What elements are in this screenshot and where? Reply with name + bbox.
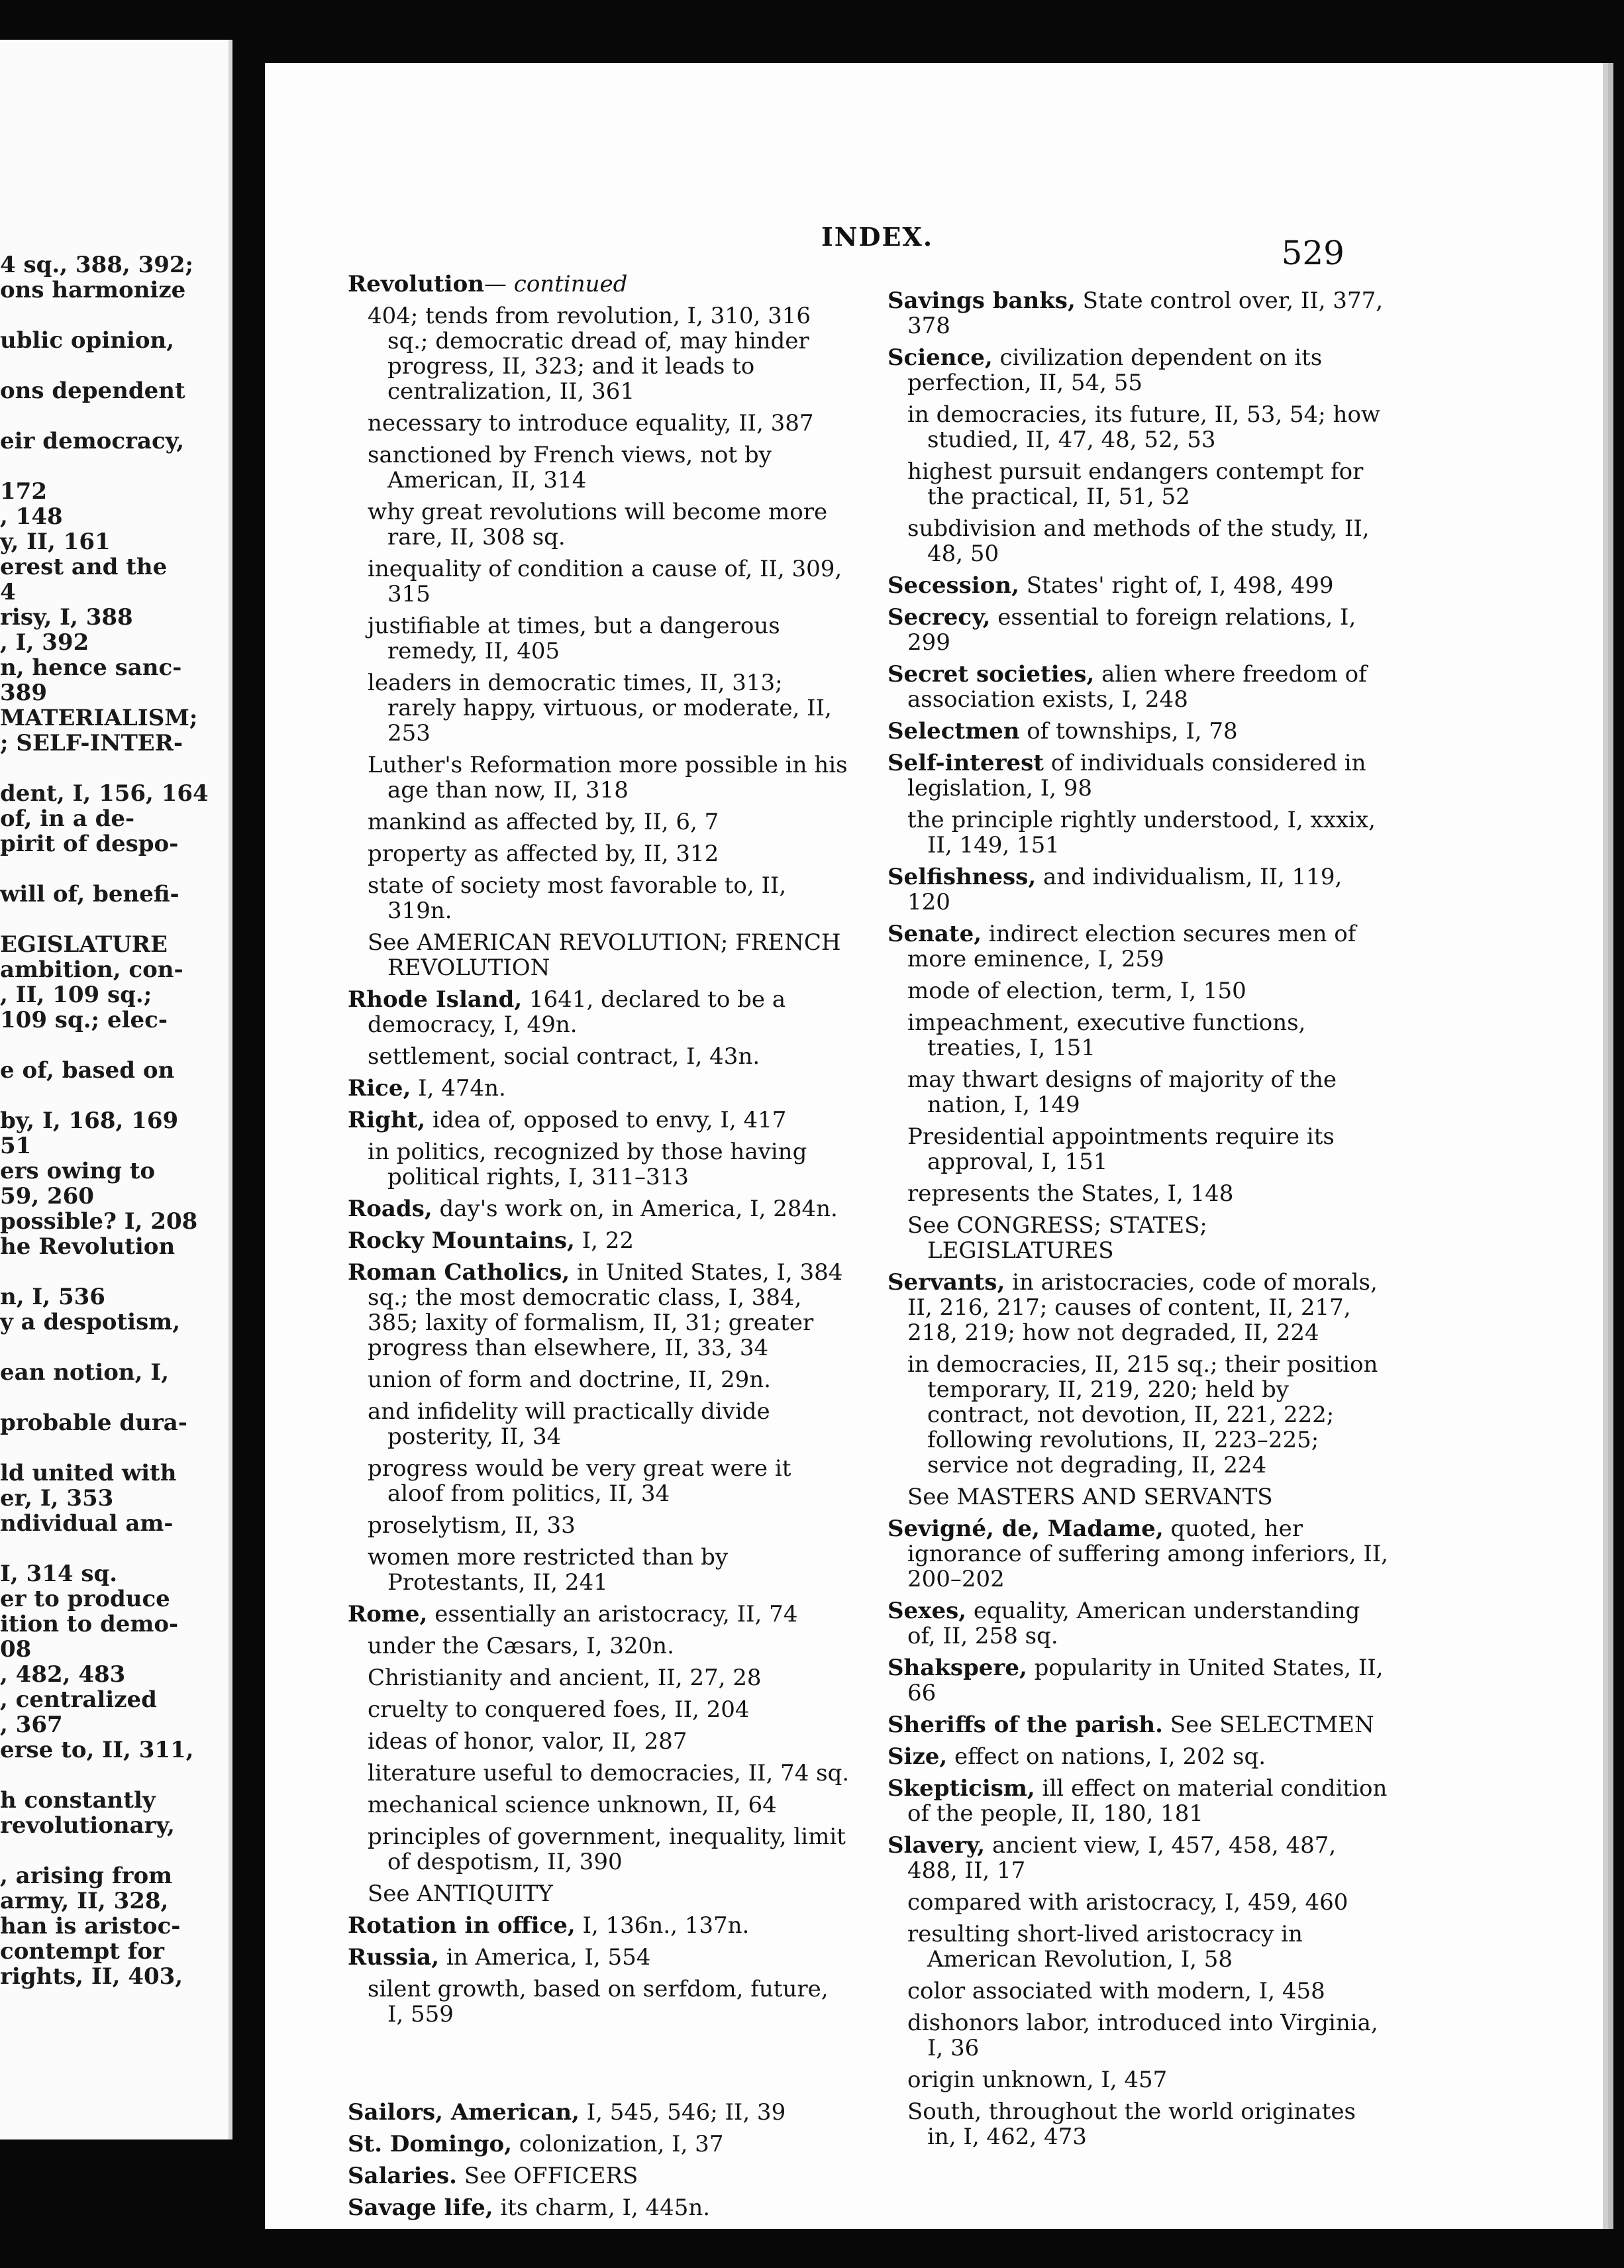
index-entry-text: Presidential appointments require its approval, I, 151 bbox=[907, 1123, 1335, 1175]
left-page-fragment-line: 59, 260 bbox=[0, 1183, 94, 1210]
left-page-fragment-line: , II, 109 sq.; bbox=[0, 982, 152, 1008]
index-entry-text: ancient view, I, 457, 458, 487, 488, II, 17 bbox=[907, 1832, 1337, 1884]
index-entry-text: I, 474n. bbox=[411, 1075, 506, 1102]
left-page-fragment-line: will of, benefi- bbox=[0, 881, 179, 907]
index-entry-head: Rotation in office, bbox=[348, 1912, 576, 1939]
left-page-fragment-line: n, I, 536 bbox=[0, 1284, 105, 1310]
index-entry bbox=[888, 1270, 1391, 1345]
index-subentry bbox=[348, 1761, 851, 1786]
index-entry-text: idea of, opposed to envy, I, 417 bbox=[425, 1107, 787, 1133]
index-entry-text: silent growth, based on serfdom, future, I, 559 bbox=[368, 1976, 829, 2028]
index-entry-text: See MASTERS AND SERVANTS bbox=[907, 1484, 1273, 1510]
index-entry-head: Salaries. bbox=[348, 2163, 457, 2189]
index-entry-head: Skepticism, bbox=[888, 1775, 1035, 1802]
index-entry-text: State control over, II, 377, 378 bbox=[907, 287, 1384, 339]
left-page-fragment-line: MATERIALISM; bbox=[0, 705, 198, 731]
index-entry-text: South, throughout the world originates in, I, 462, 473 bbox=[907, 2098, 1356, 2150]
index-entry-head: Sexes, bbox=[888, 1598, 967, 1624]
index-entry-text: color associated with modern, I, 458 bbox=[907, 1978, 1325, 2004]
index-entry-text: ill effect on material condition of the people, II, 180, 181 bbox=[907, 1775, 1388, 1827]
left-page-fragment-line: , I, 392 bbox=[0, 629, 89, 656]
left-page-fragment-line: 172 bbox=[0, 478, 47, 505]
left-page-fragment bbox=[0, 40, 232, 2139]
left-page-fragment-line: 51 bbox=[0, 1133, 32, 1159]
index-entry bbox=[348, 1913, 851, 1938]
index-entry-text: impeachment, executive functions, treaties, I, 151 bbox=[907, 1009, 1306, 1061]
index-entry bbox=[348, 1945, 851, 1970]
left-page-fragment-line: 4 bbox=[0, 579, 16, 605]
index-entry-text: proselytism, II, 33 bbox=[368, 1512, 576, 1539]
index-entry bbox=[888, 345, 1391, 395]
left-page-fragment-line: 389 bbox=[0, 680, 47, 706]
index-entry-text: resulting short-lived aristocracy in American Revolution, I, 58 bbox=[907, 1921, 1303, 1973]
index-subentry bbox=[348, 1824, 851, 1875]
index-entry-text: literature useful to democracies, II, 74 sq. bbox=[368, 1760, 850, 1786]
index-entry bbox=[888, 719, 1391, 744]
index-subentry bbox=[348, 1633, 851, 1659]
index-entry-text: colonization, I, 37 bbox=[512, 2131, 724, 2157]
left-page-fragment-line: n, hence sanc- bbox=[0, 654, 182, 681]
index-entry-text: in America, I, 554 bbox=[439, 1944, 651, 1971]
index-entry-text: I, 545, 546; II, 39 bbox=[579, 2099, 786, 2126]
index-subentry: why great revolutions will become more rare, II, 308 sq. bbox=[368, 499, 828, 550]
index-entry bbox=[888, 288, 1391, 338]
index-entry-text: See ANTIQUITY bbox=[368, 1881, 553, 1907]
index-entry-head: Shakspere, bbox=[888, 1655, 1027, 1681]
index-entry bbox=[888, 921, 1391, 972]
index-entry bbox=[888, 1516, 1391, 1592]
index-entry-text: 1641, declared to be a democracy, I, 49n. bbox=[368, 986, 786, 1038]
index-entry-text: alien where freedom of association exists, I, 248 bbox=[907, 661, 1367, 713]
left-page-fragment-line: , 482, 483 bbox=[0, 1661, 126, 1688]
index-entry-text: essentially an aristocracy, II, 74 bbox=[427, 1601, 798, 1627]
index-entry-text: effect on nations, I, 202 sq. bbox=[947, 1743, 1266, 1770]
index-subentry bbox=[888, 1181, 1391, 1206]
index-entry bbox=[888, 573, 1391, 598]
left-page-fragment-line: of, in a de- bbox=[0, 805, 135, 832]
index-entry-head: Selfishness, bbox=[888, 864, 1037, 890]
index-subentry bbox=[888, 1213, 1391, 1263]
index-entry-text: women more restricted than by Protestants, II, 241 bbox=[368, 1544, 729, 1596]
index-subentry bbox=[348, 1456, 851, 1506]
index-subentry: state of society most favorable to, II, 319n. bbox=[368, 872, 787, 924]
left-page-fragment-line: rights, II, 403, bbox=[0, 1963, 183, 1990]
index-entry-head: Roads, bbox=[348, 1196, 432, 1222]
index-entry bbox=[348, 2132, 851, 2157]
left-page-fragment-line: , 148 bbox=[0, 503, 63, 530]
index-entry-text: in aristocracies, code of morals, II, 216, 217; causes of content, II, 217, 218, 219; how not degraded, II, 224 bbox=[907, 1269, 1378, 1346]
left-page-fragment-line: , centralized bbox=[0, 1686, 157, 1713]
index-subentry bbox=[888, 459, 1391, 509]
index-subentry: sanctioned by French views, not by American, II, 314 bbox=[368, 442, 772, 493]
index-subentry bbox=[348, 1139, 851, 1190]
index-entry-head: Rhode Island, bbox=[348, 986, 523, 1013]
page-number: 529 bbox=[1281, 234, 1345, 272]
index-entry bbox=[348, 1228, 851, 1253]
index-entry-text: may thwart designs of majority of the nation, I, 149 bbox=[907, 1066, 1337, 1118]
index-entry-head: Slavery, bbox=[888, 1832, 986, 1859]
index-subentry: necessary to introduce equality, II, 387 bbox=[368, 410, 814, 437]
left-page-fragment-line: , arising from bbox=[0, 1863, 173, 1889]
index-entry-text: subdivision and methods of the study, II, 48, 50 bbox=[907, 515, 1370, 567]
left-page-fragment-line: possible? I, 208 bbox=[0, 1208, 198, 1235]
index-entry-text: of townships, I, 78 bbox=[1019, 718, 1238, 745]
index-entry bbox=[348, 1196, 851, 1221]
index-entry bbox=[348, 987, 851, 1037]
index-entry-text: popularity in United States, II, 66 bbox=[907, 1655, 1384, 1706]
index-entry-text: mechanical science unknown, II, 64 bbox=[368, 1792, 777, 1818]
index-subentry bbox=[888, 2010, 1391, 2061]
index-entry-head: Russia, bbox=[348, 1944, 440, 1971]
index-entry bbox=[888, 1776, 1391, 1826]
index-subentry bbox=[348, 1399, 851, 1449]
left-page-fragment-line: ; SELF-INTER- bbox=[0, 730, 183, 756]
left-page-fragment-line: EGISLATURE bbox=[0, 931, 168, 958]
index-subentry bbox=[888, 1010, 1391, 1060]
index-entry-head: Rocky Mountains, bbox=[348, 1227, 575, 1254]
index-entry-head: St. Domingo, bbox=[348, 2131, 512, 2157]
index-subentry bbox=[888, 1979, 1391, 2004]
index-subentry bbox=[888, 516, 1391, 566]
index-entry-text: and infidelity will practically divide posterity, II, 34 bbox=[368, 1398, 770, 1450]
index-entry-text: principles of government, inequality, limit of despotism, II, 390 bbox=[368, 1824, 846, 1875]
index-subentry bbox=[888, 1067, 1391, 1117]
left-page-fragment-line: pirit of despo- bbox=[0, 831, 179, 857]
index-entry-text: cruelty to conquered foes, II, 204 bbox=[368, 1696, 750, 1723]
index-subentry bbox=[348, 1513, 851, 1538]
index-subentry bbox=[348, 1881, 851, 1906]
index-entry-text: mode of election, term, I, 150 bbox=[907, 978, 1246, 1004]
index-entry bbox=[888, 1655, 1391, 1706]
index-subentry bbox=[348, 1367, 851, 1392]
left-page-fragment-line: er, I, 353 bbox=[0, 1485, 114, 1512]
index-entry-head: Servants, bbox=[888, 1269, 1005, 1296]
index-entry-head: Science, bbox=[888, 344, 993, 371]
index-entry-text: in United States, I, 384 sq.; the most democratic class, I, 384, 385; laxity of formalism, II, 31; greater progress than elsewhere, II, 33, 34 bbox=[368, 1259, 843, 1361]
left-page-fragment-line: he Revolution bbox=[0, 1233, 176, 1260]
left-page-fragment-line: y, II, 161 bbox=[0, 529, 111, 555]
index-entry bbox=[348, 1076, 851, 1101]
index-subentry: See AMERICAN REVOLUTION; FRENCH REVOLUTION bbox=[368, 929, 841, 981]
index-entry-head: Senate, bbox=[888, 921, 982, 947]
index-entry-text: dishonors labor, introduced into Virginia, I, 36 bbox=[907, 2010, 1378, 2061]
index-subentry: 404; tends from revolution, I, 310, 316 sq.; democratic dread of, may hinder progress, II, 323; and it leads to centralization, II, 361 bbox=[368, 303, 811, 405]
left-page-fragment-line: h constantly bbox=[0, 1787, 156, 1814]
left-page-fragment-line: han is aristoc- bbox=[0, 1913, 181, 1939]
index-entry-text: See OFFICERS bbox=[456, 2163, 638, 2189]
index-entry-text: highest pursuit endangers contempt for the practical, II, 51, 52 bbox=[907, 458, 1364, 510]
index-subentry bbox=[888, 1484, 1391, 1510]
index-subentry bbox=[348, 1792, 851, 1818]
index-entry-text: and individualism, II, 119, 120 bbox=[907, 864, 1343, 915]
index-entry-text: under the Cæsars, I, 320n. bbox=[368, 1633, 674, 1659]
index-entry-text: settlement, social contract, I, 43n. bbox=[368, 1043, 760, 1070]
index-entry-text: civilization dependent on its perfection, II, 54, 55 bbox=[907, 344, 1323, 396]
index-entry-head: Roman Catholics, bbox=[348, 1259, 570, 1286]
index-entry-head: Selectmen bbox=[888, 718, 1020, 745]
index-entry-text: See CONGRESS; STATES; LEGISLATURES bbox=[907, 1212, 1207, 1264]
index-entry-head: Rome, bbox=[348, 1601, 428, 1627]
left-page-fragment-line: ean notion, I, bbox=[0, 1359, 170, 1386]
left-page-fragment-line: eir democracy, bbox=[0, 428, 185, 454]
index-entry-text: ideas of honor, valor, II, 287 bbox=[368, 1728, 687, 1755]
index-entry-text: the principle rightly understood, I, xxxix, II, 149, 151 bbox=[907, 807, 1376, 858]
left-page-fragment-line: probable dura- bbox=[0, 1410, 187, 1436]
index-entry-text: equality, American understanding of, II, 258 sq. bbox=[907, 1598, 1360, 1649]
index-entry-text: essential to foreign relations, I, 299 bbox=[907, 604, 1356, 656]
index-entry-text: its charm, I, 445n. bbox=[493, 2194, 711, 2221]
left-page-fragment-line: risy, I, 388 bbox=[0, 604, 133, 631]
left-page-fragment-line: ers owing to bbox=[0, 1158, 156, 1184]
index-subentry bbox=[348, 1729, 851, 1754]
index-entry-text: I, 22 bbox=[574, 1227, 634, 1254]
index-subentry: inequality of condition a cause of, II, 309, 315 bbox=[368, 556, 842, 607]
index-entry-text: Christianity and ancient, II, 27, 28 bbox=[368, 1665, 762, 1691]
index-entry bbox=[348, 2100, 851, 2125]
index-entry-text: States' right of, I, 498, 499 bbox=[1019, 572, 1334, 599]
index-subentry bbox=[888, 2067, 1391, 2092]
left-page-fragment-line: ld united with bbox=[0, 1460, 177, 1486]
index-entry-text: in politics, recognized by those having political rights, I, 311–313 bbox=[368, 1139, 807, 1190]
left-page-fragment-line: I, 314 sq. bbox=[0, 1561, 118, 1587]
index-entry-head: Right, bbox=[348, 1107, 426, 1133]
left-page-fragment-line: contempt for bbox=[0, 1938, 164, 1965]
index-entry-head: Savings banks, bbox=[888, 287, 1076, 314]
index-entry-text: in democracies, its future, II, 53, 54; how studied, II, 47, 48, 52, 53 bbox=[907, 401, 1381, 453]
index-subentry bbox=[348, 1665, 851, 1690]
index-subentry bbox=[888, 2099, 1391, 2149]
left-page-fragment-line: ndividual am- bbox=[0, 1510, 174, 1537]
left-page-fragment-line: y a despotism, bbox=[0, 1309, 181, 1335]
left-page-fragment-line: ublic opinion, bbox=[0, 327, 175, 354]
continued-label: — continued bbox=[483, 271, 628, 297]
index-entry-text: See SELECTMEN bbox=[1163, 1712, 1374, 1738]
index-entry-head: Rice, bbox=[348, 1075, 411, 1102]
index-entry-head: Self-interest bbox=[888, 750, 1044, 776]
index-entry-text: of individuals considered in legislation, I, 98 bbox=[907, 750, 1366, 801]
index-entry-head: Sevigné, de, Madame, bbox=[888, 1516, 1164, 1542]
left-page-fragment-line: ons harmonize bbox=[0, 277, 186, 303]
index-subentry bbox=[348, 1044, 851, 1069]
index-entry-text: I, 136n., 137n. bbox=[575, 1912, 750, 1939]
running-head: INDEX. bbox=[821, 222, 934, 252]
index-entry bbox=[348, 1602, 851, 1627]
index-entry bbox=[888, 1598, 1391, 1649]
index-entry-text: day's work on, in America, I, 284n. bbox=[432, 1196, 838, 1222]
left-page-fragment-line: 109 sq.; elec- bbox=[0, 1007, 168, 1033]
index-subentry bbox=[888, 1890, 1391, 1915]
index-entry-head: Secession, bbox=[888, 572, 1019, 599]
index-entry-text: represents the States, I, 148 bbox=[907, 1180, 1234, 1207]
left-page-fragment-line: erse to, II, 311, bbox=[0, 1737, 194, 1763]
index-entry-head: Secret societies, bbox=[888, 661, 1095, 688]
index-entry-text: indirect election secures men of more eminence, I, 259 bbox=[907, 921, 1356, 972]
left-page-fragment-line: army, II, 328, bbox=[0, 1888, 169, 1914]
index-subentry: justifiable at times, but a dangerous remedy, II, 405 bbox=[368, 613, 780, 664]
index-entry-head: Sailors, American, bbox=[348, 2099, 580, 2126]
index-page bbox=[265, 63, 1603, 2229]
index-entry-text: union of form and doctrine, II, 29n. bbox=[368, 1366, 771, 1393]
index-entry bbox=[888, 1712, 1391, 1737]
left-page-fragment-line: revolutionary, bbox=[0, 1812, 175, 1839]
index-entry-text: quoted, her ignorance of suffering among inferiors, II, 200–202 bbox=[907, 1516, 1388, 1592]
left-page-fragment-line: 08 bbox=[0, 1636, 32, 1663]
index-subentry: Luther's Reformation more possible in his age than now, II, 318 bbox=[368, 752, 848, 803]
index-entry bbox=[888, 605, 1391, 655]
index-subentry bbox=[888, 1922, 1391, 1972]
index-entry bbox=[348, 1108, 851, 1133]
left-page-fragment-line: dent, I, 156, 164 bbox=[0, 780, 209, 807]
index-subentry bbox=[888, 1124, 1391, 1174]
index-subentry: property as affected by, II, 312 bbox=[368, 841, 719, 867]
index-entry bbox=[888, 1744, 1391, 1769]
index-subentry bbox=[888, 402, 1391, 452]
index-entry-text: progress would be very great were it aloof from politics, II, 34 bbox=[368, 1455, 791, 1507]
index-entry-head: Sheriffs of the parish. bbox=[888, 1712, 1163, 1738]
index-subentry bbox=[348, 1977, 851, 2027]
left-page-fragment-line: by, I, 168, 169 bbox=[0, 1108, 179, 1134]
index-entry bbox=[888, 662, 1391, 712]
index-entry bbox=[348, 2195, 851, 2220]
index-entry-head: Secrecy, bbox=[888, 604, 991, 631]
left-page-fragment-line: 4 sq., 388, 392; bbox=[0, 252, 194, 278]
index-entry bbox=[348, 1260, 851, 1361]
left-page-fragment-line: e of, based on bbox=[0, 1057, 175, 1084]
index-subentry bbox=[888, 978, 1391, 1004]
index-entry-text: compared with aristocracy, I, 459, 460 bbox=[907, 1889, 1348, 1916]
index-entry-head: Size, bbox=[888, 1743, 948, 1770]
left-page-fragment-line: er to produce bbox=[0, 1586, 170, 1612]
index-entry bbox=[348, 2163, 851, 2189]
continued-head-word: Revolution bbox=[348, 271, 484, 297]
index-entry bbox=[888, 750, 1391, 801]
left-page-fragment-line: ons dependent bbox=[0, 378, 185, 404]
index-entry-head: Savage life, bbox=[348, 2194, 493, 2221]
index-subentry bbox=[888, 1352, 1391, 1478]
index-entry bbox=[888, 1833, 1391, 1883]
index-entry bbox=[888, 864, 1391, 915]
index-column-right bbox=[888, 288, 1391, 2156]
continued-heading bbox=[348, 272, 851, 297]
index-entry-text: origin unknown, I, 457 bbox=[907, 2067, 1168, 2093]
index-subentry bbox=[348, 1697, 851, 1722]
index-entry-text: in democracies, II, 215 sq.; their position temporary, II, 219, 220; held by contract, not devotion, II, 221, 222; following revolutions, II, 223–225; service not degrading, II, 224 bbox=[907, 1351, 1378, 1478]
left-page-fragment-line: ambition, con- bbox=[0, 956, 183, 983]
index-subentry bbox=[348, 1545, 851, 1595]
left-page-fragment-line: ition to demo- bbox=[0, 1611, 179, 1637]
index-subentry bbox=[888, 807, 1391, 858]
index-subentry: mankind as affected by, II, 6, 7 bbox=[368, 809, 719, 835]
left-page-fragment-line: erest and the bbox=[0, 554, 168, 580]
index-subentry: leaders in democratic times, II, 313; rarely happy, virtuous, or moderate, II, 253 bbox=[368, 670, 832, 747]
left-page-fragment-line: , 367 bbox=[0, 1712, 63, 1738]
index-column-left bbox=[348, 272, 851, 2227]
